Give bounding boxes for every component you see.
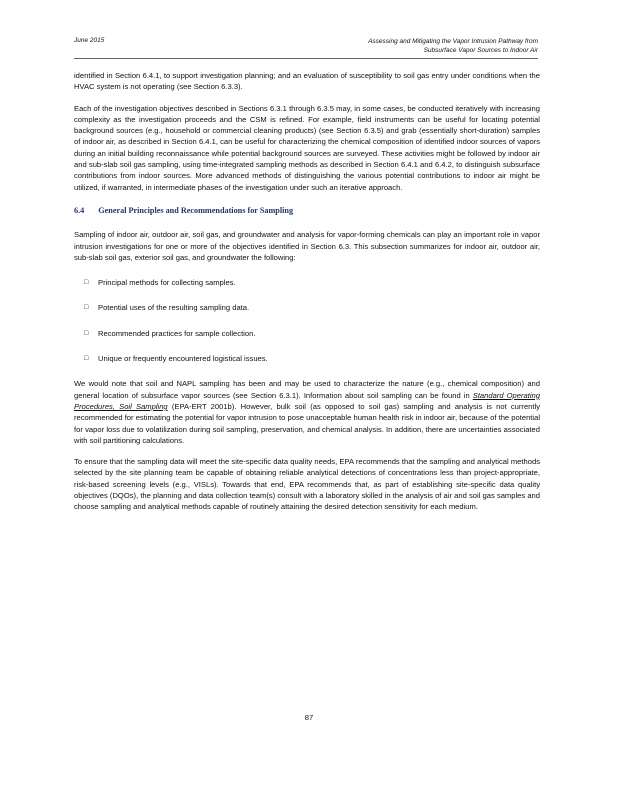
list-item: □ Unique or frequently encountered logistical issues. [84,354,268,364]
header-rule [74,58,538,59]
section-title: General Principles and Recommendations for Sampling [98,205,294,215]
bullet-marker: □ [84,304,89,312]
header-title-line1: Assessing and Mitigating the Vapor Intrusion Pathway from [368,38,538,45]
paragraph-sampling-intro: Sampling of indoor air, outdoor air, soil gas, and groundwater and analysis for vapor-forming chemicals can play an important role in vapor intrusion investigations for one or more of the objectives identified in Section 6.3. This subsection summarizes for indoor air, outdoor air, sub-slab soil gas, exterior soil gas, and groundwater the following: [74,230,540,262]
bullet-marker: □ [84,279,89,287]
body-text [74,70,540,523]
document-reference: Standard Operating Procedures, Soil Sampling [74,390,540,411]
header-date: June 2015 [74,37,105,44]
paragraph-iterative-approach: Each of the investigation objectives described in Sections 6.3.1 through 6.3.5 may, in some cases, be conducted iteratively with increasing complexity as the investigation proceeds and the CSM is refined. For example, field instruments can be useful for locating potential background sources (e.g., household or commercial cleaning products) (see Section 6.3.5) and grab (essentially short-duration) samples of indoor air, as described in Section 6.4.1, can be useful for characterizing the chemical composition of identified indoor sources of vapors during an initial building reconnaissance while potential background sources are surveyed. These activities might be followed by indoor air and sub-slab soil gas sampling, using time-integrated sampling methods as described in Section 6.4.1 and 6.4.2, to distinguish subsurface contributions from indoor sources. More advanced methods of distinguishing the various potential contributions to indoor air might be utilized, if warranted, in intermediate phases of the investigation under such an iterative approach. [74,103,540,192]
bullet-list [74,277,540,364]
bullet-marker: □ [84,355,89,363]
list-item: □ Principal methods for collecting samples. [84,278,236,288]
paragraph-data-quality: To ensure that the sampling data will meet the site-specific data quality needs, EPA recommends that the sampling and analytical methods selected by the site planning team be capable of obtaining reliable analytical detections of concentrations less than project-appropriate, risk-based screening levels (e.g., VISLs). Towards that end, EPA recommends that, as part of establishing site-specific data quality objectives (DQOs), the planning and data collection team(s) consult with a laboratory skilled in the analysis of air and soil gas samples and choose sampling and analytical methods capable of routinely attaining the desired detection sensitivity for each medium. [74,457,540,512]
page-number: 87 [304,713,314,722]
header-title-line2: Subsurface Vapor Sources to Indoor Air [423,47,538,54]
list-item: □ Recommended practices for sample collection. [84,328,256,338]
paragraph-continuation: identified in Section 6.4.1, to support investigation planning; and an evaluation of susceptibility to soil gas entry under conditions when the HVAC system is not operating (see Section 6.3.3). [74,71,540,92]
bullet-marker: □ [84,329,89,337]
header-title [368,37,538,55]
list-item: □ Potential uses of the resulting sampling data. [84,303,250,313]
section-heading [74,205,540,216]
section-number: 6.4 [74,205,85,215]
paragraph-soil-napl-sampling: We would note that soil and NAPL sampling has been and may be used to characterize the nature (e.g., chemical composition) and general location of subsurface vapor sources (see Section 6.3.1). Information about soil sampling can be found in Standard Operating Procedures, Soil Sampling (EPA-ERT 2001b). However, bulk soil (as opposed to soil gas) sampling and analysis is not currently recommended for estimating the potential for vapor intrusion to pose unacceptable human health risk in indoor air, because of the potential for vapor loss due to volatilization during soil sampling, preservation, and chemical analysis. In addition, there are uncertainties associated with soil partitioning calculations. [74,379,541,445]
